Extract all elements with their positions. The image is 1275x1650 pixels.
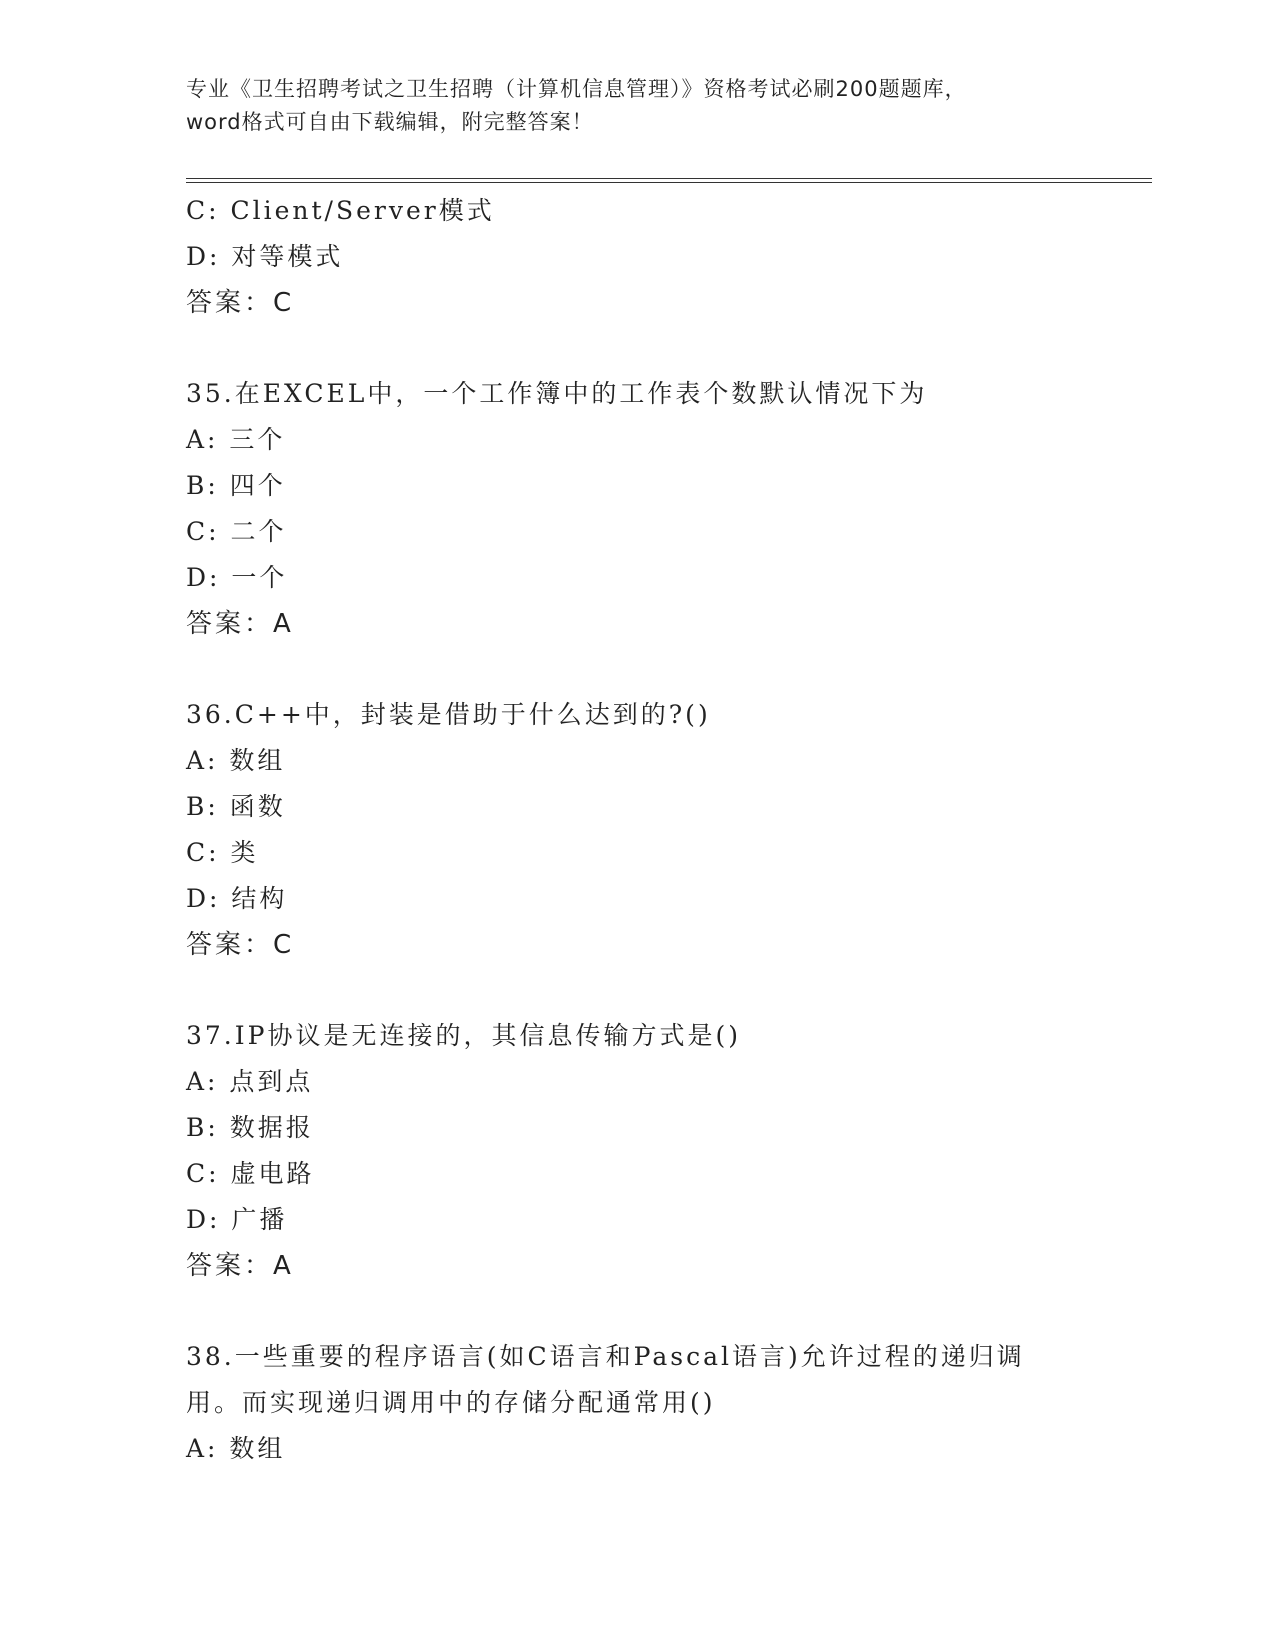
question-stem: 35.在EXCEL中，一个工作簿中的工作表个数默认情况下为 (186, 379, 928, 408)
option-a: A: 三个 (186, 425, 286, 454)
answer: 答案：A (186, 609, 294, 639)
question-37 (186, 1013, 1086, 1289)
option-b: B: 四个 (186, 471, 286, 500)
option-d: D: 广播 (186, 1205, 288, 1234)
header-title-line-1: 专业《卫生招聘考试之卫生招聘（计算机信息管理）》资格考试必刷200题题库， (186, 77, 967, 101)
option-c: C: 二个 (186, 517, 287, 546)
document-header (186, 73, 1086, 139)
header-divider (186, 178, 1152, 183)
question-stem: 36.C++中，封装是借助于什么达到的?() (186, 700, 711, 729)
option-b: B: 函数 (186, 792, 286, 821)
option-d: D: 对等模式 (186, 242, 344, 271)
option-a: A: 数组 (186, 746, 286, 775)
question-list (186, 188, 1086, 1472)
question-38 (186, 1334, 1086, 1472)
answer: 答案：C (186, 930, 295, 960)
question-stem-line-1: 38.一些重要的程序语言(如C语言和Pascal语言)允许过程的递归调 (186, 1342, 1025, 1371)
answer: 答案：C (186, 288, 295, 318)
question-35 (186, 371, 1086, 647)
option-c: C: 类 (186, 838, 259, 867)
question-stem-line-2: 用。而实现递归调用中的存储分配通常用() (186, 1388, 716, 1417)
option-a: A: 数组 (186, 1434, 286, 1463)
option-d: D: 结构 (186, 884, 288, 913)
question-stem: 37.IP协议是无连接的，其信息传输方式是() (186, 1021, 741, 1050)
answer: 答案：A (186, 1251, 294, 1281)
question-36 (186, 692, 1086, 968)
option-a: A: 点到点 (186, 1067, 314, 1096)
option-b: B: 数据报 (186, 1113, 314, 1142)
question-34-continued (186, 188, 1086, 326)
option-d: D: 一个 (186, 563, 288, 592)
option-c: C: Client/Server模式 (186, 196, 495, 225)
option-c: C: 虚电路 (186, 1159, 315, 1188)
header-title-line-2: word格式可自由下载编辑，附完整答案！ (186, 110, 594, 134)
